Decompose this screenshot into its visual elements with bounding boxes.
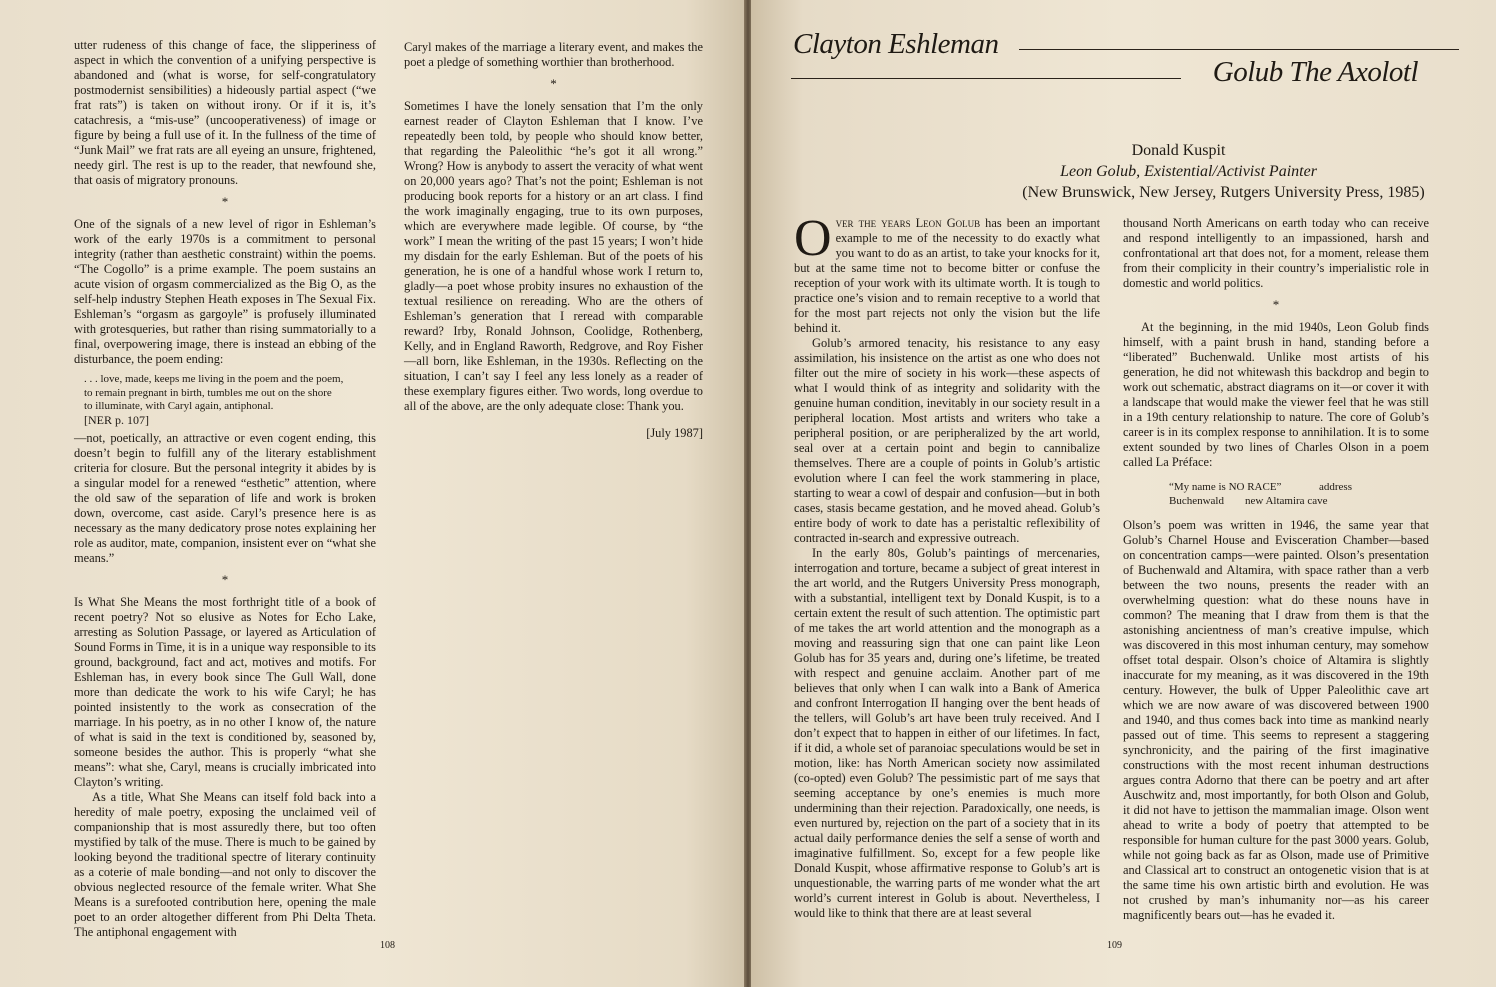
section-break: * — [221, 194, 229, 209]
header-rule — [791, 78, 1181, 79]
poem-word: Buchenwald — [1169, 495, 1224, 507]
quote-line: to illuminate, with Caryl again, antiphonal. — [84, 400, 274, 412]
article-author: Clayton Eshleman — [793, 28, 999, 60]
paragraph: At the beginning, in the mid 1940s, Leon Golub finds himself, with a paint brush in hand, standing before a “liberated” Buchenwald. Unlike most artists of his generation, he did not whitewash this backdrop and begin to work out schematic, abstract diagrams on it—or cover it with a landscape that would make the viewer feel that he was still in a 19th century relationship to nature. The core of Golub’s career is in its complex response to annihilation. It is to some extent sounded by two lines of Charles Olson in a poem called La Préface: — [1123, 320, 1429, 469]
right-column-2 — [1123, 216, 1429, 923]
quote-reference: [NER p. 107] — [84, 412, 149, 427]
poem-word: address — [1319, 481, 1352, 493]
section-break: * — [550, 76, 557, 91]
paragraph: Is What She Means the most forthright title of a book of recent poetry? Not so elusive as Notes for Echo Lake, arresting as Solution Passage, or layered as Articulation of Sound Forms in Time, it is in a unique way responsible to its ground, background, fact and act, motives and motifs. For Eshleman has, in every book since The Gull Wall, done more than dedicate the work to his wife Caryl; he has pointed insistently to the work as consecration of the marriage. In his poetry, as in no other I know of, the nature of what is said in the text is conditioned by, seasoned by, someone besides the author. This is properly “what she means”: what she, Caryl, means is crucially imbricated into Clayton’s writing. — [74, 595, 376, 789]
header-rule — [1019, 49, 1459, 50]
left-column-2 — [404, 40, 703, 441]
block-quote — [84, 373, 376, 427]
right-page — [751, 0, 1496, 987]
right-column-1 — [794, 210, 1101, 921]
paragraph: Olson’s poem was written in 1946, the same year that Golub’s Charnel House and Evisceration Chamber—based on concentration camps—were painted. Olson’s presentation of Buchenwald and Altamira, with space rather than a verb between the two nouns, presents the reader with an overwhelming question: what do these nouns have in common? The meaning that I draw from them is that the astonishing ancientness of man’s creative impulse, which was discovered in this most inhuman century, may somehow offset total despair. Olson’s choice of Altamira is slightly inaccurate for my meaning, as it was discovered in the 19th century. However, the bulk of Upper Paleolithic cave art which we are now aware of was discovered between 1900 and 1940, and thus comes back into time as mankind nearly passed out of time. This seems to represent a staggering synchronicity, and the pairing of the first imaginative constructions with the most recent inhuman destructions argues contra Adorno that there can be poetry and art after Auschwitz and, most importantly, for both Olson and Golub, it did not have to jettison the mammalian image. Olson went ahead to write a body of poetry that attempted to be responsible for human culture for the past 3000 years. Golub, while not going back as far as Olson, made use of Primitive and Classical art to construct an ontogenetic vision that is at the same time his own artistic birth and evolution. He was not crushed by man’s inhumanity nor—as his career magnificently bears out—has he evaded it. — [1123, 518, 1429, 922]
book-publisher: (New Brunswick, New Jersey, Rutgers University Press, 1985) — [1022, 184, 1425, 201]
paragraph: One of the signals of a new level of rigor in Eshleman’s work of the early 1970s is a commitment to personal integrity (rather than aesthetic constraint) within the poems. “The Cogollo” is a prime example. The poem sustains an acute vision of orgasm commercialized as the Big O, as the self-help industry Stephen Heath exposes in The Sexual Fix. Eshleman’s “orgasm as gargoyle” is profusely illuminated with grotesqueries, but rather than rising summatorially to a final, overpowering image, there is instead an ebbing of the disturbance, the poem ending: — [74, 217, 376, 366]
paragraph: thousand North Americans on earth today who can receive and respond intelligently to an impassioned, harsh and confrontational art that does not, for a moment, release them from their complicity in their country’s imperialistic role in domestic and world politics. — [1123, 216, 1429, 290]
paragraph — [794, 210, 1101, 336]
section-break: * — [221, 572, 229, 587]
poem-word: new Altamira cave — [1245, 495, 1328, 507]
section-break: * — [1272, 297, 1280, 312]
left-page — [0, 0, 745, 987]
essay-date: [July 1987] — [646, 426, 703, 440]
book-title: Leon Golub, Existential/Activist Painter — [1060, 163, 1317, 180]
page-number: 108 — [380, 940, 395, 951]
paragraph: utter rudeness of this change of face, the slipperiness of aspect in which the convention of a unifying perspective is abandoned and (what is worse, for self-congratulatory postmodernist sensibilities) a hideously partial aspect (“we frat rats”) is taken on without irony. Or if it is, it’s catachresis, a “mis-use” (uncooperativeness) of image or figure by being a full use of it. In the fullness of the time of “Junk Mail” we frat rats are all eyeing an unsure, frightened, needy girl. The rest is up to the reader, that newfound she, that oasis of migratory pronouns. — [74, 38, 376, 187]
left-column-1 — [74, 38, 376, 940]
paragraph: Golub’s armored tenacity, his resistance to any easy assimilation, his insistence on the artist as one who does not filter out the mire of society in his work—these aspects of what I would think of as integrity and solidarity with the genuine human condition, inevitably in our society result in a peripheral location. Most artists and writers who take a peripheral position, or are peripheralized by the art world, seal over at a certain point and begin to cannibalize themselves. There are a couple of points in Golub’s artistic evolution where I can feel the work stammering in place, starting to wear a cowl of despair and confusion—but in both cases, stasis became gestation, and he moved ahead. Golub’s entire body of work to date has a peristaltic reflexibility of contracted in-search and expressive outreach. — [794, 336, 1100, 545]
reviewed-book-info — [751, 140, 1496, 203]
paragraph-text: has been an important example to me of the necessity to do exactly what you want to do as an artist, to take your knocks for it, but at the same time not to become bitter or confuse the reception of your work with its ultimate worth. It is tough to practice one’s vision and to remain receptive to a world that for the most part rejects not only the vision but the life behind it. — [794, 216, 1101, 335]
page-number: 109 — [1107, 940, 1122, 951]
drop-cap: O — [794, 210, 832, 267]
poem-line: “My name is NO RACE” — [1169, 481, 1282, 493]
poem-excerpt — [1169, 480, 1429, 508]
book-author: Donald Kuspit — [1131, 142, 1226, 159]
paragraph: As a title, What She Means can itself fold back into a heredity of male poetry, exposing the unclaimed veil of companionship that is most assuredly there, but too often mystified by talk of the muse. There is much to be gained by looking beyond the traditional spectre of literary continuity as a coterie of male bonding—and not only to discover the obvious neglected resource of the female writer. What She Means is a surefooted contribution here, opening the male poet to an order altogether different from Phi Delta Theta. The antiphonal engagement with — [74, 790, 376, 939]
article-title: Golub The Axolotl — [1212, 56, 1418, 88]
quote-line: . . . love, made, keeps me living in the poem and the poem, — [84, 373, 344, 385]
lead-in: ver the years Leon Golub — [835, 216, 981, 230]
quote-line: to remain pregnant in birth, tumbles me out on the shore — [84, 386, 332, 399]
paragraph: Caryl makes of the marriage a literary event, and makes the poet a pledge of something worthier than brotherhood. — [404, 40, 703, 69]
paragraph: In the early 80s, Golub’s paintings of mercenaries, interrogation and torture, became a subject of great interest in the art world, and the Rutgers University Press monograph, with a substantial, intelligent text by Donald Kuspit, is to a certain extent the result of such attention. The optimistic part of me takes the art world attention and the monograph as a moving and reassuring sign that one can paint like Leon Golub has for 35 years and, during one’s lifetime, be treated with respect and genuine acclaim. Another part of me believes that only when I can walk into a Bank of America and confront Interrogation II hanging over the bent heads of the tellers, will Golub’s art have been truly received. And I don’t expect that to happen in either of our lifetimes. In fact, if it did, a whole set of paranoiac speculations would be set in motion, like: has North American society now assimilated (co-opted) even Golub? The pessimistic part of me says that seeming acceptance by one’s enemies is much more undermining than their rejection. Paradoxically, one needs, is even nurtured by, rejection on the part of a society that in its actual daily performance denies the self a sense of worth and imaginative fulfillment. So, except for a few people like Donald Kuspit, whose affirmative response to Golub’s art is unquestionable, the warring parts of me wonder what the art world’s current interest in Golub is about. Nevertheless, I would like to think that there are at least several — [794, 546, 1100, 920]
paragraph: Sometimes I have the lonely sensation that I’m the only earnest reader of Clayton Eshleman that I know. I’ve repeatedly been told, by people who should know better, that regarding the Paleolithic “he’s got it all wrong.” Wrong? How is anybody to assert the veracity of what went on 20,000 years ago? That’s not the point; Eshleman is not producing book reports for a history or an art class. I find the work imaginally engaging, true to its own purposes, which are everywhere made legible. Of course, by “the work” I mean the writing of the past 15 years; I won’t hide my disdain for the early Eshleman. But of the poets of his generation, he is one of a handful whose work I return to, gladly—a poet whose probity insures no exhaustion of the textual resilience on rereading. Who are the others of Eshleman’s generation that I reread with comparable reward? Irby, Ronald Johnson, Coolidge, Rothenberg, Kelly, and in England Raworth, Redgrove, and Roy Fisher—all born, like Eshleman, in the 1930s. Reflecting on the situation, I can’t say I feel any less lonely as a reader of these exemplary figures either. Two words, long overdue to all of the above, are the only adequate close: Thank you. — [404, 99, 703, 413]
paragraph: —not, poetically, an attractive or even cogent ending, this doesn’t begin to fulfill any of the literary establishment criteria for closure. But the personal integrity it abides by is a singular model for a renewed “esthetic” attention, where the old saw of the separation of life and work is broken down, overcome, cast aside. Caryl’s presence here is as necessary as the many dedicatory prose notes explaining her role as auditor, mate, companion, insistent ever on “what she means.” — [74, 431, 376, 565]
